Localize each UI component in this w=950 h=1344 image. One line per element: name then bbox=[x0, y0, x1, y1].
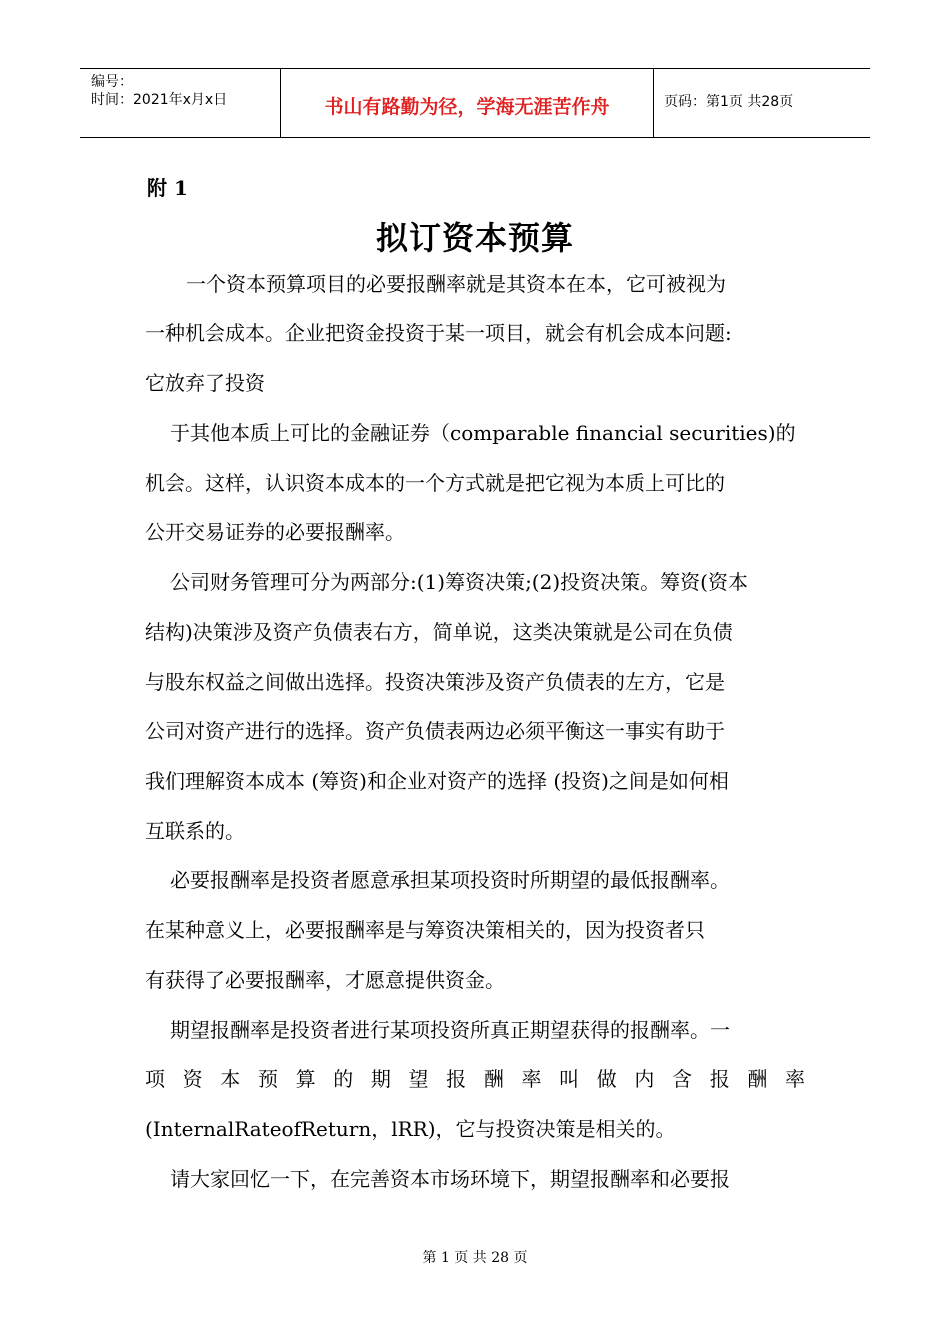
body-line: 机会。这样，认识资本成本的一个方式就是把它视为本质上可比的 bbox=[145, 471, 725, 495]
page-info: 页码：第1页 共28页 bbox=[664, 94, 794, 110]
body-line: (InternalRateofReturn，lRR)，它与投资决策是相关的。 bbox=[145, 1117, 676, 1141]
body-line: 与股东权益之间做出选择。投资决策涉及资产负债表的左方，它是 bbox=[145, 670, 725, 694]
body-line: 一种机会成本。企业把资金投资于某一项目，就会有机会成本问题: bbox=[145, 321, 732, 345]
body-line: 我们理解资本成本 (筹资)和企业对资产的选择 (投资)之间是如何相 bbox=[145, 769, 729, 793]
page-footer: 第 1 页 共 28 页 bbox=[422, 1250, 528, 1266]
body-line: 期望报酬率是投资者进行某项投资所真正期望获得的报酬率。一 bbox=[170, 1018, 730, 1042]
body-line: 它放弃了投资 bbox=[145, 371, 265, 395]
header-table bbox=[80, 68, 870, 138]
page-title: 拟订资本预算 bbox=[375, 219, 574, 257]
body-line: 公司财务管理可分为两部分:(1)筹资决策;(2)投资决策。筹资(资本 bbox=[170, 570, 748, 594]
body-line: 结构)决策涉及资产负债表右方，简单说，这类决策就是公司在负债 bbox=[145, 620, 733, 644]
body-line: 请大家回忆一下，在完善资本市场环境下，期望报酬率和必要报 bbox=[170, 1167, 730, 1191]
body-line: 互联系的。 bbox=[145, 819, 245, 843]
body-line: 一个资本预算项目的必要报酬率就是其资本在本，它可被视为 bbox=[186, 272, 726, 296]
body-line: 于其他本质上可比的金融证券（comparable financial securities)的 bbox=[170, 421, 796, 445]
header-motto-cell bbox=[281, 69, 654, 137]
body-line: 公开交易证券的必要报酬率。 bbox=[145, 520, 405, 544]
body-line: 必要报酬率是投资者愿意承担某项投资时所期望的最低报酬率。 bbox=[170, 868, 730, 892]
body-line: 有获得了必要报酬率，才愿意提供资金。 bbox=[145, 968, 505, 992]
body-line: 项 资 本 预 算 的 期 望 报 酬 率 叫 做 内 含 报 酬 率 bbox=[145, 1067, 805, 1091]
body-line: 在某种意义上，必要报酬率是与筹资决策相关的，因为投资者只 bbox=[145, 918, 705, 942]
number-label: 编号： bbox=[91, 74, 133, 90]
annex-label: 附 1 bbox=[147, 176, 188, 200]
header-info-cell bbox=[80, 69, 281, 137]
time-label: 时间：2021年x月x日 bbox=[91, 92, 228, 108]
body-line: 公司对资产进行的选择。资产负债表两边必须平衡这一事实有助于 bbox=[145, 719, 725, 743]
header-page-cell bbox=[654, 69, 870, 137]
motto-text: 书山有路勤为径，学海无涯苦作舟 bbox=[324, 96, 610, 118]
